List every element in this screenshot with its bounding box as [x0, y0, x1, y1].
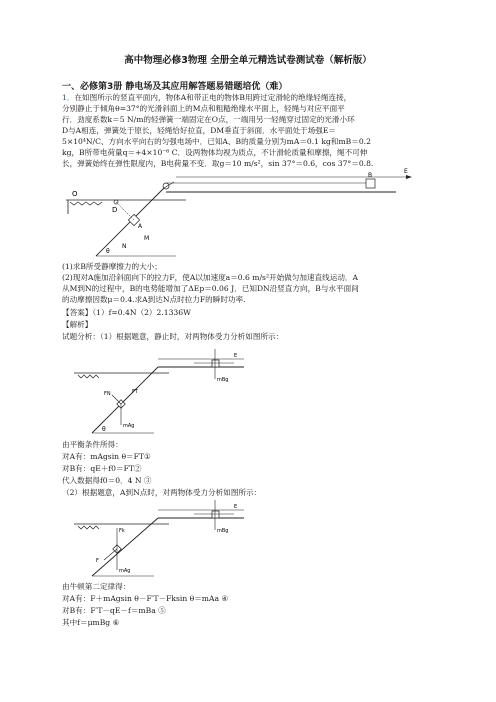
svg-text:mAg: mAg [119, 568, 131, 574]
svg-text:mBg: mBg [217, 528, 229, 534]
svg-text:E: E [234, 504, 238, 510]
question-2-line-2: 从M到N的过程中，B的电势能增加了ΔEp＝0.06 J．已知DN沿竖直方向，B与水平面间 [62, 284, 359, 293]
problem-line-6: kg，B所带电荷量q＝+4×10⁻⁶ C．设两物体均视为质点，不计滑轮质量和摩擦，绳不可伸 [62, 148, 368, 157]
problem-line-5: 5×10⁴N/C、方向水平向右的匀强电场中．已知A、B的质量分别为mA＝0.1 kg和mB＝0.2 [62, 137, 371, 146]
svg-text:N: N [122, 243, 127, 250]
svg-text:FN: FN [104, 391, 111, 397]
spring-icon [78, 526, 99, 529]
label-O: O [72, 190, 78, 198]
question-2-line-1: (2)现对A施加沿斜面向下的拉力F，使A以加速度a＝0.6 m/s²开始做匀加速直线运动．A [62, 273, 359, 282]
answer-line: 【答案】（1）f=0.4N（2）2.1336W [62, 308, 191, 317]
svg-text:mAg: mAg [123, 423, 135, 429]
svg-text:Fk: Fk [119, 528, 125, 534]
svg-text:θ: θ [106, 248, 110, 255]
page-title: 高中物理必修3物理 全册全单元精选试卷测试卷（解析版） [124, 55, 372, 66]
substitution-line: 代入数据得f0＝0．4 N ③ [62, 476, 152, 485]
question-2-line-3: 的动摩擦因数μ＝0.4.求A到达N点时拉力F的瞬时功率. [62, 295, 246, 304]
svg-text:FT: FT [132, 389, 138, 395]
equation-B-1: 对B有：qE＋f0＝FT② [62, 464, 142, 473]
problem-line-1: 1．在如图所示的竖直平面内，物体A和带正电的物体B用跨过定滑轮的绝缘轻绳连接， [62, 93, 352, 102]
svg-text:M: M [144, 235, 150, 242]
equation-A-1: 对A有：mAgsin θ＝FT① [62, 452, 151, 461]
newton-intro: 由牛顿第二定律得： [62, 582, 131, 591]
block-B [212, 511, 219, 518]
svg-text:E: E [234, 353, 238, 359]
problem-line-2: 分别静止于倾角θ=37°的光滑斜面上的M点和粗糙绝缘水平面上，轻绳与对应平面平 [62, 104, 345, 113]
equation-friction: 其中f＝μmBg ⑥ [62, 618, 120, 627]
problem-line-3: 行．劲度系数k＝5 N/m的轻弹簧一端固定在O点，一端用另一轻绳穿过固定的光滑小环 [62, 115, 355, 124]
svg-text:B: B [368, 172, 373, 179]
block-B [366, 179, 375, 188]
spring-icon [70, 202, 102, 205]
analysis-label: 【解析】 [62, 320, 93, 329]
solution-intro-2: （2）根据题意，A到N点时，对两物体受力分析如图所示： [62, 488, 262, 497]
problem-line-7: 长，弹簧始终在弹性限度内，B电荷量不变．取g＝10 m/s²，sin 37°＝0.6，cos 37°＝0.8. [62, 159, 374, 168]
force-diagram-1 [74, 345, 254, 437]
svg-text:θ: θ [102, 426, 106, 433]
block-B [212, 360, 219, 367]
equation-B-2: 对B有：F′T－qE－f＝mBa ⑤ [62, 606, 166, 615]
problem-diagram [66, 168, 436, 258]
spring-icon [78, 375, 99, 378]
svg-text:D: D [112, 206, 118, 214]
svg-text:mBg: mBg [217, 377, 229, 383]
svg-text:F: F [96, 558, 99, 564]
force-diagram-2 [74, 500, 254, 578]
solution-intro-1: 试题分析：（1）根据题意，静止时，对两物体受力分析如图所示： [62, 332, 284, 341]
pulley-icon [163, 183, 169, 189]
section-heading: 一、必修第3册 静电场及其应用解答题易错题培优（难） [62, 82, 288, 92]
question-1: (1)求B所受静摩擦力的大小； [62, 262, 162, 271]
problem-number: 1． [62, 93, 75, 102]
problem-line-4: D与A相连，弹簧处于原长，轻绳恰好拉直，DM垂直于斜面．水平面处于场强E＝ [62, 126, 336, 135]
balance-intro: 由平衡条件所得： [62, 440, 123, 449]
equation-A-2: 对A有：F＋mAgsin θ－F′T－Fksin θ＝mAa ④ [62, 594, 229, 603]
svg-text:A: A [138, 223, 143, 230]
svg-text:E: E [404, 168, 408, 175]
